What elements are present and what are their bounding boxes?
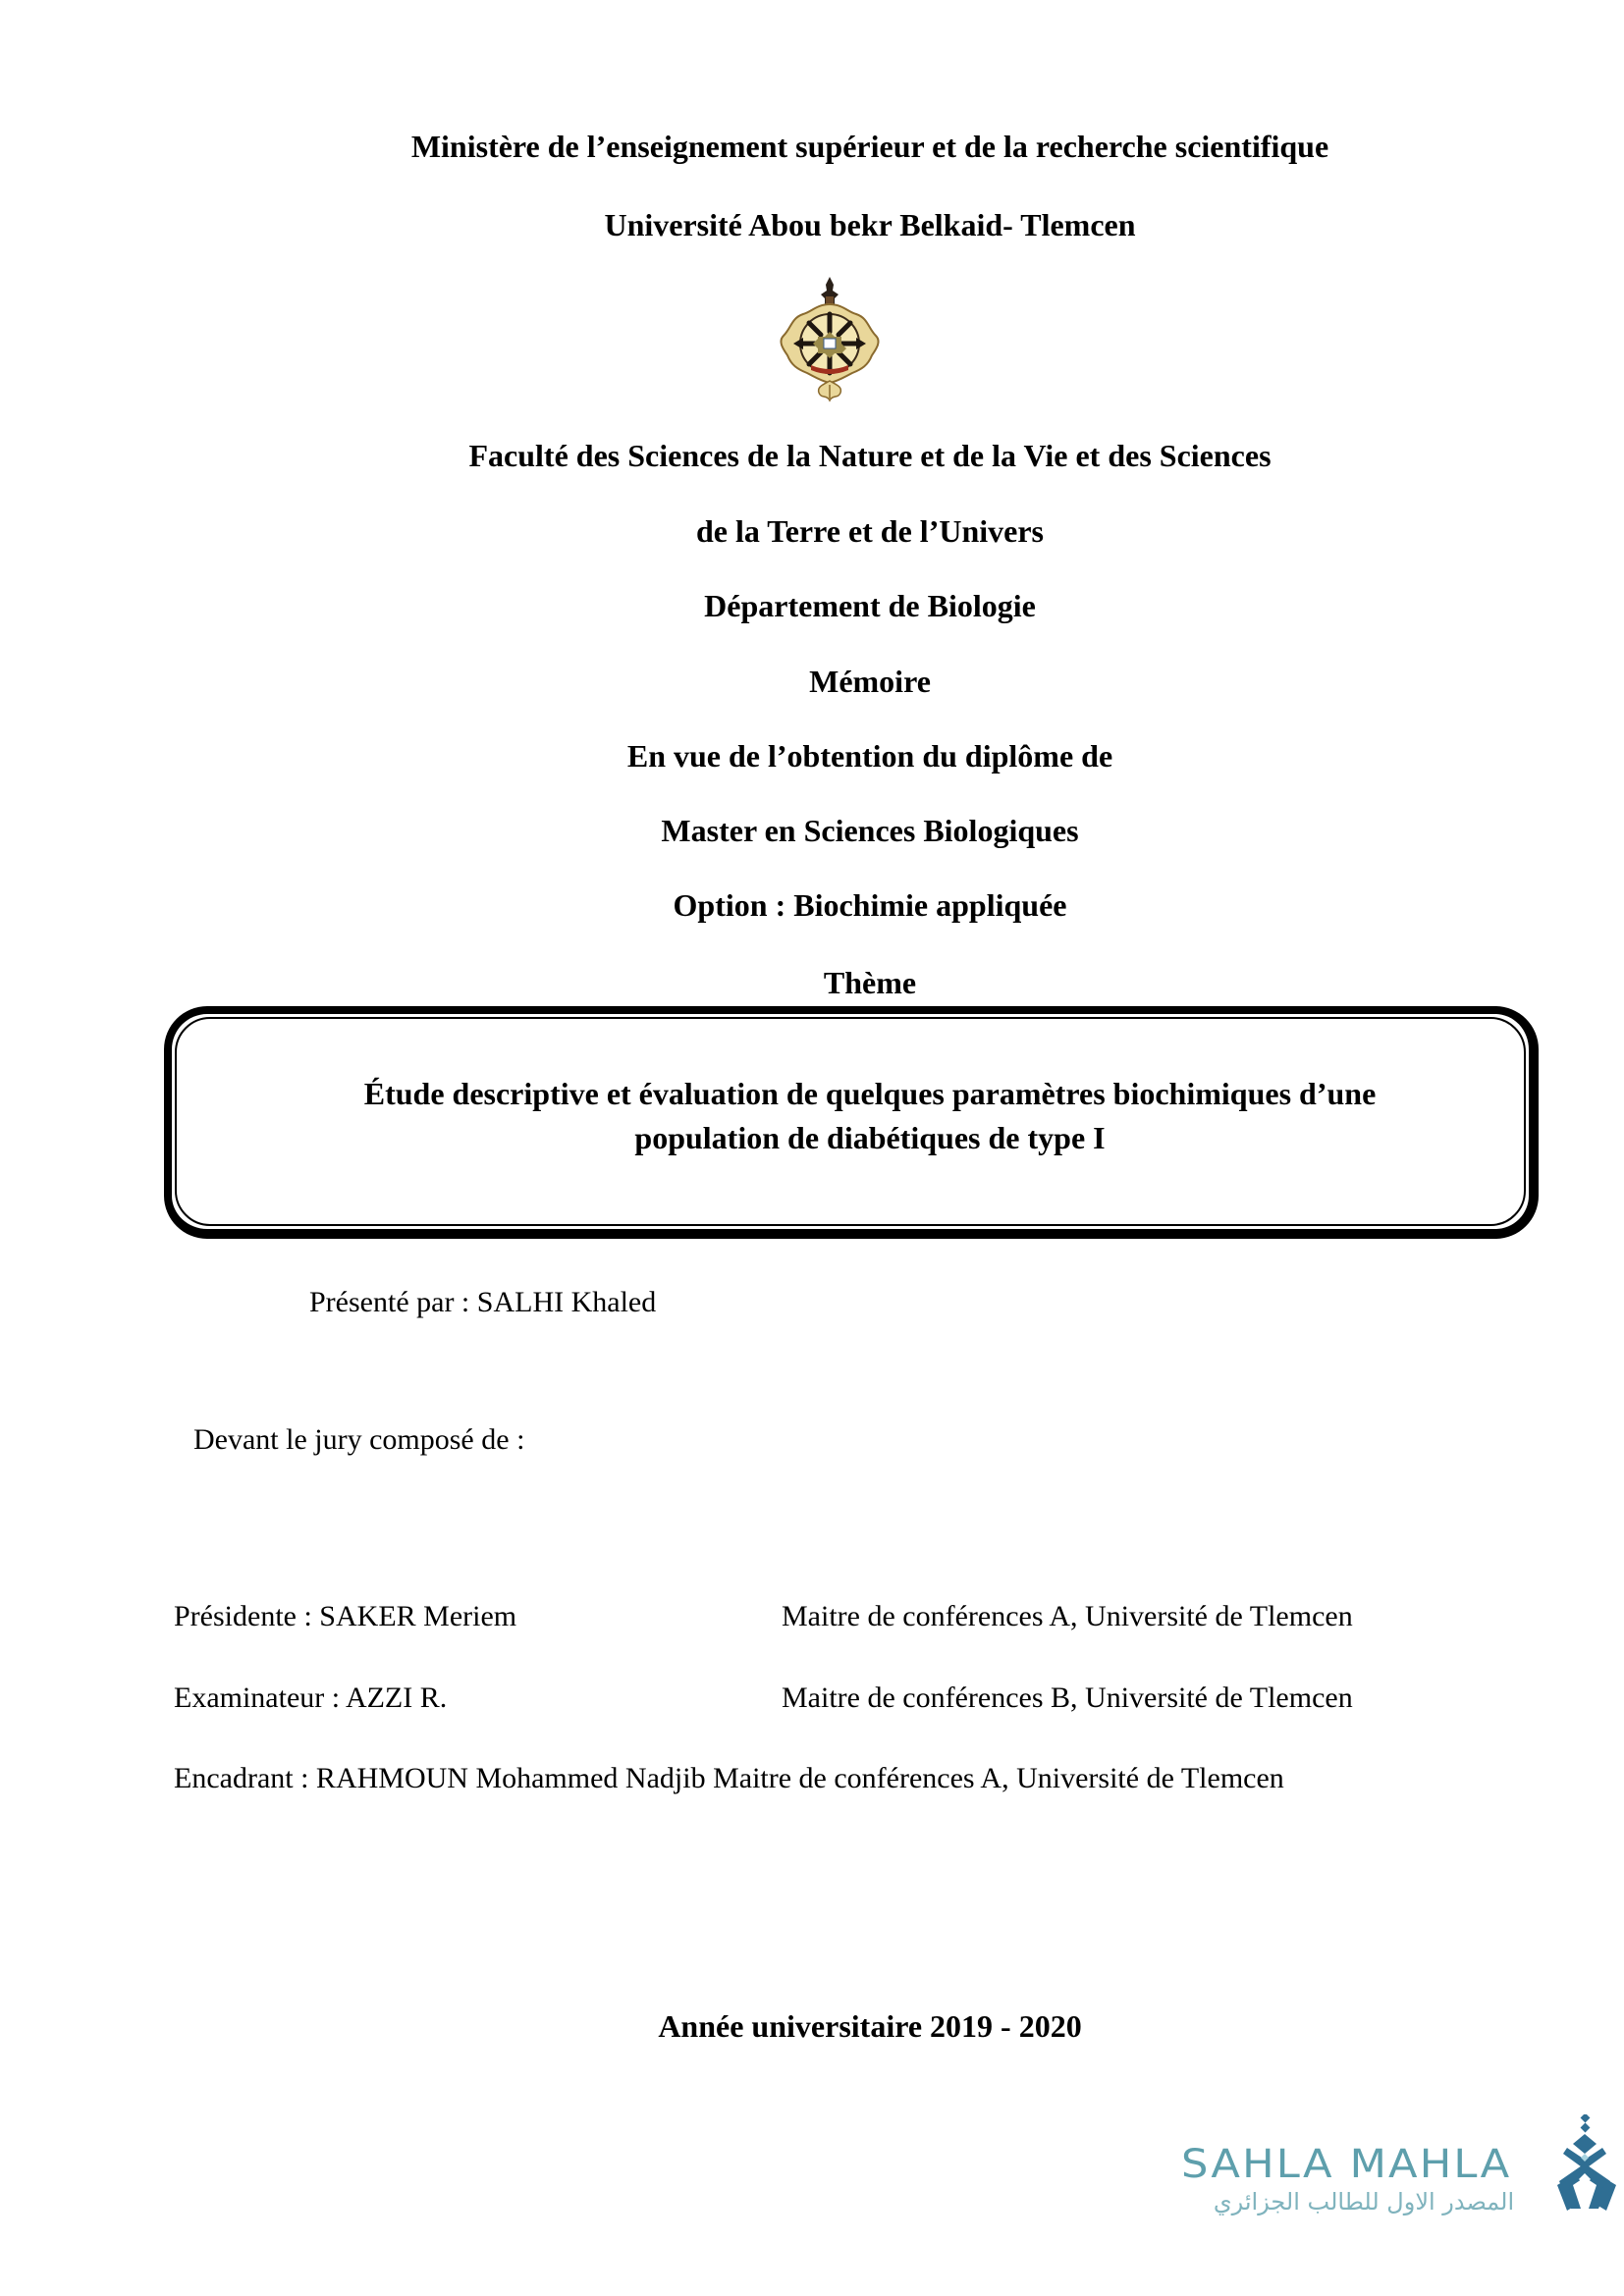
department-heading: Département de Biologie — [704, 588, 1036, 623]
jury-member-examiner-title: Maitre de conférences B, Université de Tlemcen — [782, 1682, 1353, 1714]
watermark-tagline: المصدر الاول للطالب الجزائري — [1213, 2188, 1515, 2216]
document-type: Mémoire — [809, 664, 931, 699]
jury-member-supervisor: Encadrant : RAHMOUN Mohammed Nadjib — [174, 1762, 706, 1794]
degree-name: Master en Sciences Biologiques — [661, 813, 1079, 848]
jury-member-supervisor-title: Maitre de conférences A, Université de Tlemcen — [713, 1762, 1284, 1794]
degree-option: Option : Biochimie appliquée — [673, 887, 1067, 923]
jury-member-president: Présidente : SAKER Meriem — [174, 1600, 517, 1632]
faculty-heading-line1: Faculté des Sciences de la Nature et de la Vie et des Sciences — [468, 438, 1272, 473]
jury-member-president-title: Maitre de conférences A, Université de Tlemcen — [782, 1600, 1353, 1632]
jury-member-supervisor-row — [174, 1764, 1284, 1793]
jury-member-examiner: Examinateur : AZZI R. — [174, 1682, 448, 1714]
university-heading: Université Abou bekr Belkaid- Tlemcen — [604, 207, 1136, 242]
thesis-title-line1: Étude descriptive et évaluation de quelques paramètres biochimiques d’une — [363, 1076, 1377, 1111]
presented-by: Présenté par : SALHI Khaled — [309, 1286, 657, 1318]
theme-label: Thème — [823, 965, 917, 1000]
university-crest-icon — [774, 275, 886, 402]
sahla-mahla-calligraphy-icon — [1553, 2114, 1620, 2213]
ministry-heading: Ministère de l’enseignement supérieur et de la recherche scientifique — [410, 129, 1329, 164]
thesis-title-line2: population de diabétiques de type I — [634, 1120, 1106, 1155]
degree-purpose: En vue de l’obtention du diplôme de — [626, 738, 1113, 774]
sahla-mahla-watermark — [1174, 2110, 1624, 2228]
academic-year: Année universitaire 2019 - 2020 — [658, 2008, 1082, 2044]
faculty-heading-line2: de la Terre et de l’Univers — [695, 513, 1044, 549]
watermark-name: SAHLA MAHLA — [1181, 2142, 1512, 2187]
jury-intro: Devant le jury composé de : — [193, 1423, 525, 1456]
